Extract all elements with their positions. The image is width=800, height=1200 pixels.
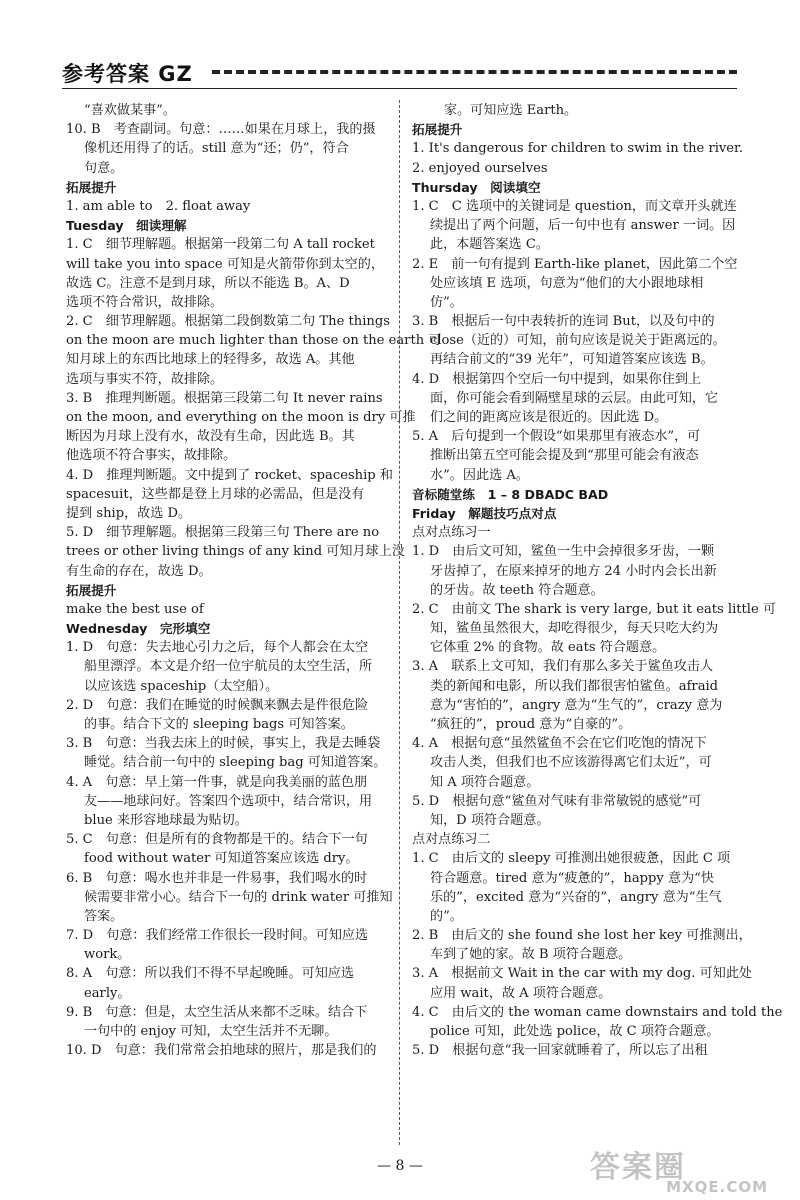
answer-line: blue 来形容地球最为贴切。 — [84, 812, 248, 828]
answer-line: 7. D 句意：我们经常工作很长一段时间。可知应选 — [66, 928, 369, 944]
answer-line: 1. C 由后文的 sleepy 可推测出她很疲惫，因此 C 项 — [412, 851, 731, 867]
answer-line: 答案。 — [84, 908, 124, 924]
answer-line: 点对点练习一 — [412, 525, 491, 541]
answer-line: 船里漂浮。本文是介绍一位宇航员的太空生活，所 — [84, 659, 373, 675]
answer-line: 知月球上的东西比地球上的轻得多，故选 A。其他 — [66, 352, 355, 368]
section-heading: Thursday 阅读填空 — [412, 179, 541, 195]
answer-line: police 可知，此处选 police，故 C 项符合题意。 — [430, 1024, 720, 1039]
section-heading: 拓展提升 — [412, 122, 463, 138]
section-heading: 拓展提升 — [66, 179, 117, 195]
answer-line: 车到了她的家。故 B 项符合题意。 — [430, 947, 632, 963]
answer-line: 4. A 句意：早上第一件事，就是向我美丽的蓝色朋 — [66, 774, 368, 790]
answer-line: 句意。 — [84, 160, 124, 176]
watermark-logo — [582, 1140, 772, 1196]
answer-line: 10. D 句意：我们常常会拍地球的照片，那是我们的 — [66, 1043, 377, 1059]
answer-line: 1. D 句意：失去地心引力之后，每个人都会在太空 — [66, 640, 369, 656]
answer-line: 友——地球问好。答案四个选项中，结合常识，用 — [84, 793, 373, 809]
answer-line: 8. A 句意：所以我们不得不早起晚睡。可知应选 — [66, 966, 354, 982]
answer-line: 2. B 由后文的 she found she lost her key 可推测出， — [412, 928, 752, 944]
answer-line: 1. D 由后文可知，鲨鱼一生中会掉很多牙齿，一颗 — [412, 544, 715, 560]
answer-line: 推断出第五空可能会提及到“那里可能会有液态 — [430, 448, 699, 464]
answer-line: 有生命的存在，故选 D。 — [66, 563, 212, 579]
answer-line: make the best use of — [66, 601, 204, 617]
answer-line: work。 — [84, 947, 131, 963]
page-header — [62, 56, 737, 92]
answer-line: 故选 C。注意不是到月球，所以不能选 B。A、D — [66, 275, 350, 291]
header-rule — [62, 88, 737, 89]
answer-line: 知 A 项符合题意。 — [430, 774, 540, 790]
answer-line: 6. B 句意：喝水也并非是一件易事，我们喝水的时 — [66, 870, 368, 886]
answer-line: 处应该填 E 选项，句意为“他们的大小跟地球相 — [430, 275, 704, 291]
answer-line: 2. D 句意：我们在睡觉的时候飘来飘去是件很危险 — [66, 697, 369, 713]
answer-line: 的事。结合下文的 sleeping bags 可知答案。 — [84, 717, 354, 732]
answer-line: 4. D 根据第四个空后一句中提到，如果你住到上 — [412, 371, 702, 387]
answer-line: 候需要非常小心。结合下一句的 drink water 可推知 — [84, 889, 393, 905]
answer-line: 此，本题答案选 C。 — [430, 237, 549, 253]
right-column — [412, 101, 783, 1060]
column-divider — [399, 100, 400, 1145]
answer-line: 像机还用得了的话。still 意为“还；仍”，符合 — [84, 141, 349, 157]
answer-line: 符合题意。tired 意为“疲惫的”，happy 意为“快 — [430, 870, 714, 886]
answer-line: 牙齿掉了，在原来掉牙的地方 24 小时内会长出新 — [430, 563, 717, 579]
answer-line: 选项不符合常识，故排除。 — [66, 294, 224, 310]
answer-line: trees or other living things of any kind 可知月球上没 — [66, 544, 405, 560]
answer-line: 面，你可能会看到隔壁星球的云层。由此可知，它 — [430, 390, 719, 406]
answer-line: 仿”。 — [430, 294, 463, 310]
answer-line: 它体重 2% 的食物。故 eats 符合题意。 — [430, 640, 666, 656]
answer-line: 家。可知应选 Earth。 — [444, 103, 578, 118]
answer-line: 5. C 句意：但是所有的食物都是干的。结合下一句 — [66, 832, 368, 848]
answer-line: early。 — [84, 985, 131, 1001]
answer-line: 5. D 细节理解题。根据第三段第三句 There are no — [66, 525, 380, 541]
page-number: — 8 — — [377, 1158, 423, 1174]
answer-line: 3. A 根据前文 Wait in the car with my dog. 可知此处 — [412, 966, 753, 982]
section-heading: Wednesday 完形填空 — [66, 621, 211, 637]
answer-line: 4. A 根据句意“虽然鲨鱼不会在它们吃饱的情况下 — [412, 736, 707, 752]
answer-line: 断因为月球上没有水，故没有生命，因此选 B。其 — [66, 429, 355, 445]
answer-line: close（近的）可知，前句应该是说关于距离远的。 — [430, 333, 726, 349]
answer-line: “喜欢做某事”。 — [84, 103, 176, 118]
answer-line: 1. C 细节理解题。根据第一段第二句 A tall rocket — [66, 237, 375, 253]
header-title: 参考答案 GZ — [62, 62, 193, 86]
answer-line: 10. B 考查副词。句意：……如果在月球上，我的摄 — [66, 122, 376, 138]
section-heading: 拓展提升 — [66, 582, 117, 598]
answer-line: 续提出了两个问题，后一句中也有 answer 一词。因 — [430, 218, 736, 234]
answer-line: 1. C C 选项中的关键词是 question，而文章开头就连 — [412, 198, 737, 214]
header-dashed-rule — [212, 70, 737, 74]
answer-line: on the moon are much lighter than those on the earth 可 — [66, 333, 442, 349]
answer-line: 3. B 推理判断题。根据第三段第二句 It never rains — [66, 390, 383, 406]
section-heading: Tuesday 细读理解 — [66, 218, 187, 234]
answer-line: food without water 可知道答案应该选 dry。 — [84, 851, 359, 867]
answer-line: 水”。因此选 A。 — [430, 467, 529, 483]
answer-line: 一句中的 enjoy 可知，太空生活并不无聊。 — [84, 1024, 338, 1039]
answer-line: 2. C 细节理解题。根据第二段倒数第二句 The things — [66, 314, 390, 330]
answer-line: 2. C 由前文 The shark is very large, but it eats little 可 — [412, 601, 776, 617]
answer-line: 点对点练习二 — [412, 832, 491, 848]
answer-line: 睡觉。结合前一句中的 sleeping bag 可知道答案。 — [84, 755, 387, 771]
watermark-text: 答案圈 — [590, 1150, 686, 1185]
answer-line: 类的新闻和电影，所以我们都很害怕鲨鱼。afraid — [430, 678, 719, 694]
answer-line: 2. E 前一句有提到 Earth-like planet，因此第二个空 — [412, 256, 738, 272]
answer-line: 以应该选 spaceship（太空船）。 — [84, 678, 279, 694]
answer-line: 知，D 项符合题意。 — [430, 812, 550, 828]
answer-line: 1. am able to 2. float away — [66, 198, 251, 214]
answer-line: 选项与事实不符，故排除。 — [66, 371, 224, 387]
answer-line: 应用 wait，故 A 项符合题意。 — [430, 985, 612, 1001]
answer-line: 意为“害怕的”，angry 意为“生气的”，crazy 意为 — [430, 697, 723, 713]
answer-line: 2. enjoyed ourselves — [412, 160, 548, 176]
answer-line: 3. B 句意：当我去床上的时候，事实上，我是去睡袋 — [66, 736, 381, 752]
answer-line: 乐的”，excited 意为“兴奋的”，angry 意为“生气 — [430, 889, 722, 905]
answer-line: 攻击人类，但我们也不应该游得离它们太近”，可 — [430, 755, 712, 771]
answer-line: 9. B 句意：但是，太空生活从来都不乏味。结合下 — [66, 1004, 368, 1020]
answer-line: 1. It's dangerous for children to swim in the river. — [412, 141, 744, 157]
section-heading: 音标随堂练 1 – 8 DBADC BAD — [412, 486, 609, 502]
answer-line: “疯狂的”，proud 意为“自豪的”。 — [430, 717, 632, 732]
answer-line: 们之间的距离应该是很近的。因此选 D。 — [430, 410, 668, 425]
answer-line: 3. B 根据后一句中表转折的连词 But，以及句中的 — [412, 314, 715, 330]
watermark-url: MXQE.COM — [666, 1178, 768, 1196]
answer-line: 的”。 — [430, 908, 463, 924]
answer-line: spacesuit，这些都是登上月球的必需品，但是没有 — [66, 486, 365, 502]
answer-line: 的牙齿。故 teeth 符合题意。 — [430, 582, 604, 598]
answer-line: 再结合前文的“39 光年”，可知道答案应该选 B。 — [430, 352, 714, 368]
answer-line: 知，鲨鱼虽然很大，却吃得很少，每天只吃大约为 — [430, 621, 719, 637]
answer-line: 3. A 联系上文可知，我们有那么多关于鲨鱼攻击人 — [412, 659, 714, 675]
answer-line: 他选项不符合事实，故排除。 — [66, 448, 237, 464]
answer-line: 5. D 根据句意“我一回家就睡着了，所以忘了出租 — [412, 1043, 708, 1059]
answer-line: will take you into space 可知是火箭带你到太空的， — [66, 256, 384, 272]
answer-line: 4. D 推理判断题。文中提到了 rocket、spaceship 和 — [66, 467, 393, 483]
answer-line: 5. D 根据句意“鲨鱼对气味有非常敏锐的感觉”可 — [412, 793, 702, 809]
section-heading: Friday 解题技巧点对点 — [412, 505, 557, 521]
answer-line: 4. C 由后文的 the woman came downstairs and told the — [412, 1004, 783, 1020]
answer-line: 5. A 后句提到一个假设“如果那里有液态水”，可 — [412, 429, 701, 445]
answer-line: 提到 ship，故选 D。 — [66, 505, 192, 521]
left-column — [66, 101, 442, 1060]
answer-line: on the moon, and everything on the moon is dry 可推 — [66, 410, 416, 425]
